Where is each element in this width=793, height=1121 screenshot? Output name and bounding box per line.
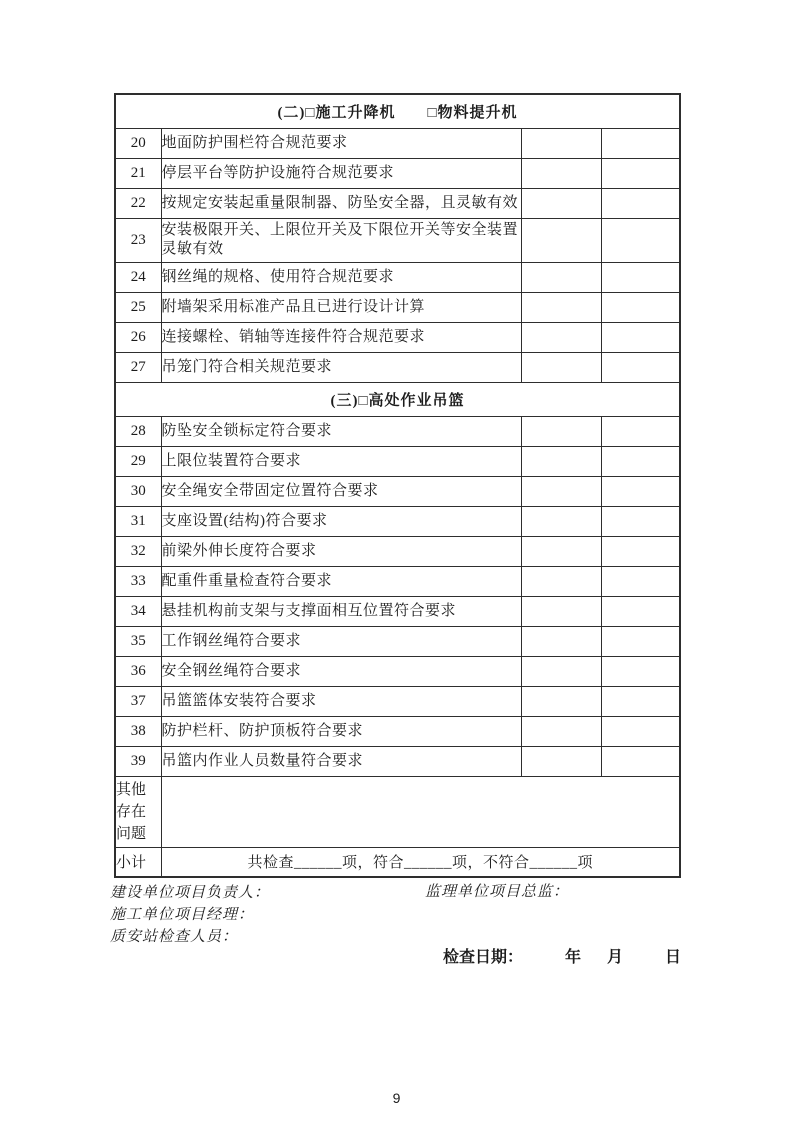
check-cell-pass xyxy=(521,506,601,536)
table-row xyxy=(115,128,680,158)
row-item-text: 钢丝绳的规格、使用符合规范要求 xyxy=(161,262,521,292)
table-row xyxy=(115,476,680,506)
section-header-row xyxy=(115,382,680,416)
page-number: 9 xyxy=(392,1090,401,1106)
check-cell-pass xyxy=(521,322,601,352)
check-cell-fail xyxy=(601,506,680,536)
check-cell-fail xyxy=(601,746,680,776)
row-number: 23 xyxy=(115,218,161,262)
inspection-date-label: 检查日期： xyxy=(443,949,524,966)
section-header-2: (三)□高处作业吊篮 xyxy=(115,382,680,416)
table-row xyxy=(115,292,680,322)
check-cell-pass xyxy=(521,746,601,776)
check-cell-fail xyxy=(601,262,680,292)
check-cell-pass xyxy=(521,446,601,476)
check-cell-fail xyxy=(601,626,680,656)
table-row xyxy=(115,746,680,776)
subtotal-row xyxy=(115,847,680,877)
row-item-text: 吊篮篮体安装符合要求 xyxy=(161,686,521,716)
row-number: 21 xyxy=(115,158,161,188)
table-row xyxy=(115,262,680,292)
row-number: 35 xyxy=(115,626,161,656)
row-number: 28 xyxy=(115,416,161,446)
check-cell-fail xyxy=(601,596,680,626)
check-cell-pass xyxy=(521,128,601,158)
row-number: 30 xyxy=(115,476,161,506)
row-item-text: 配重件重量检查符合要求 xyxy=(161,566,521,596)
row-item-text: 地面防护围栏符合规范要求 xyxy=(161,128,521,158)
table-row xyxy=(115,352,680,382)
row-item-text: 附墙架采用标准产品且已进行设计计算 xyxy=(161,292,521,322)
check-cell-pass xyxy=(521,566,601,596)
row-item-text: 工作钢丝绳符合要求 xyxy=(161,626,521,656)
row-item-text: 上限位装置符合要求 xyxy=(161,446,521,476)
other-problems-content xyxy=(161,776,680,847)
check-cell-pass xyxy=(521,686,601,716)
row-item-text: 吊篮内作业人员数量符合要求 xyxy=(161,746,521,776)
check-cell-fail xyxy=(601,322,680,352)
table-row xyxy=(115,536,680,566)
check-cell-pass xyxy=(521,158,601,188)
check-cell-fail xyxy=(601,352,680,382)
table-row xyxy=(115,218,680,262)
check-cell-fail xyxy=(601,292,680,322)
row-number: 26 xyxy=(115,322,161,352)
row-item-text: 防坠安全锁标定符合要求 xyxy=(161,416,521,446)
row-number: 31 xyxy=(115,506,161,536)
row-item-text: 按规定安装起重量限制器、防坠安全器，且灵敏有效 xyxy=(161,188,521,218)
row-item-text: 安全绳安全带固定位置符合要求 xyxy=(161,476,521,506)
check-cell-fail xyxy=(601,686,680,716)
row-item-text: 前梁外伸长度符合要求 xyxy=(161,536,521,566)
row-number: 34 xyxy=(115,596,161,626)
table-row xyxy=(115,656,680,686)
check-cell-pass xyxy=(521,292,601,322)
row-number: 39 xyxy=(115,746,161,776)
check-cell-fail xyxy=(601,536,680,566)
row-item-text: 支座设置(结构)符合要求 xyxy=(161,506,521,536)
check-cell-pass xyxy=(521,218,601,262)
check-cell-pass xyxy=(521,262,601,292)
table-row xyxy=(115,506,680,536)
check-cell-pass xyxy=(521,476,601,506)
check-cell-fail xyxy=(601,128,680,158)
check-cell-fail xyxy=(601,446,680,476)
check-cell-pass xyxy=(521,188,601,218)
check-cell-fail xyxy=(601,716,680,746)
row-item-text: 连接螺栓、销轴等连接件符合规范要求 xyxy=(161,322,521,352)
table-row xyxy=(115,596,680,626)
check-cell-pass xyxy=(521,626,601,656)
check-cell-pass xyxy=(521,416,601,446)
check-cell-fail xyxy=(601,656,680,686)
row-number: 24 xyxy=(115,262,161,292)
qa-inspector-signature-label: 质安站检查人员： xyxy=(110,929,239,945)
check-cell-pass xyxy=(521,656,601,686)
row-item-text: 安全钢丝绳符合要求 xyxy=(161,656,521,686)
supervisor-signature-label: 监理单位项目总监： xyxy=(425,884,570,900)
row-item-text: 停层平台等防护设施符合规范要求 xyxy=(161,158,521,188)
contractor-manager-signature-label: 施工单位项目经理： xyxy=(110,907,255,923)
check-cell-pass xyxy=(521,352,601,382)
row-number: 32 xyxy=(115,536,161,566)
row-item-text: 吊笼门符合相关规范要求 xyxy=(161,352,521,382)
table-row xyxy=(115,188,680,218)
row-number: 37 xyxy=(115,686,161,716)
row-number: 33 xyxy=(115,566,161,596)
subtotal-text: 共检查______项，符合______项，不符合______项 xyxy=(161,847,680,877)
date-day-label: 日 xyxy=(665,949,682,966)
check-cell-fail xyxy=(601,566,680,596)
row-item-text: 悬挂机构前支架与支撑面相互位置符合要求 xyxy=(161,596,521,626)
inspection-date-line xyxy=(443,944,681,967)
table-row xyxy=(115,566,680,596)
row-number: 27 xyxy=(115,352,161,382)
row-number: 38 xyxy=(115,716,161,746)
row-number: 25 xyxy=(115,292,161,322)
date-month-label: 月 xyxy=(607,949,624,966)
row-number: 36 xyxy=(115,656,161,686)
table-row xyxy=(115,716,680,746)
section-header-row xyxy=(115,94,680,128)
subtotal-label: 小计 xyxy=(115,847,161,877)
other-problems-label: 其他存在问题 xyxy=(115,776,161,847)
row-number: 20 xyxy=(115,128,161,158)
table-row xyxy=(115,686,680,716)
other-problems-row xyxy=(115,776,680,847)
check-cell-fail xyxy=(601,416,680,446)
table-row xyxy=(115,446,680,476)
check-cell-pass xyxy=(521,536,601,566)
check-cell-fail xyxy=(601,158,680,188)
table-row xyxy=(115,626,680,656)
check-cell-fail xyxy=(601,188,680,218)
inspection-table xyxy=(114,93,681,878)
construction-owner-signature-label: 建设单位项目负责人： xyxy=(110,885,271,901)
table-row xyxy=(115,322,680,352)
check-cell-fail xyxy=(601,218,680,262)
check-cell-pass xyxy=(521,716,601,746)
table-row xyxy=(115,158,680,188)
table-row xyxy=(115,416,680,446)
row-number: 29 xyxy=(115,446,161,476)
section-header-1: (二)□施工升降机 □物料提升机 xyxy=(115,94,680,128)
check-cell-fail xyxy=(601,476,680,506)
row-item-text: 安装极限开关、上限位开关及下限位开关等安全装置灵敏有效 xyxy=(161,218,521,262)
check-cell-pass xyxy=(521,596,601,626)
date-year-label: 年 xyxy=(565,949,582,966)
row-item-text: 防护栏杆、防护顶板符合要求 xyxy=(161,716,521,746)
row-number: 22 xyxy=(115,188,161,218)
